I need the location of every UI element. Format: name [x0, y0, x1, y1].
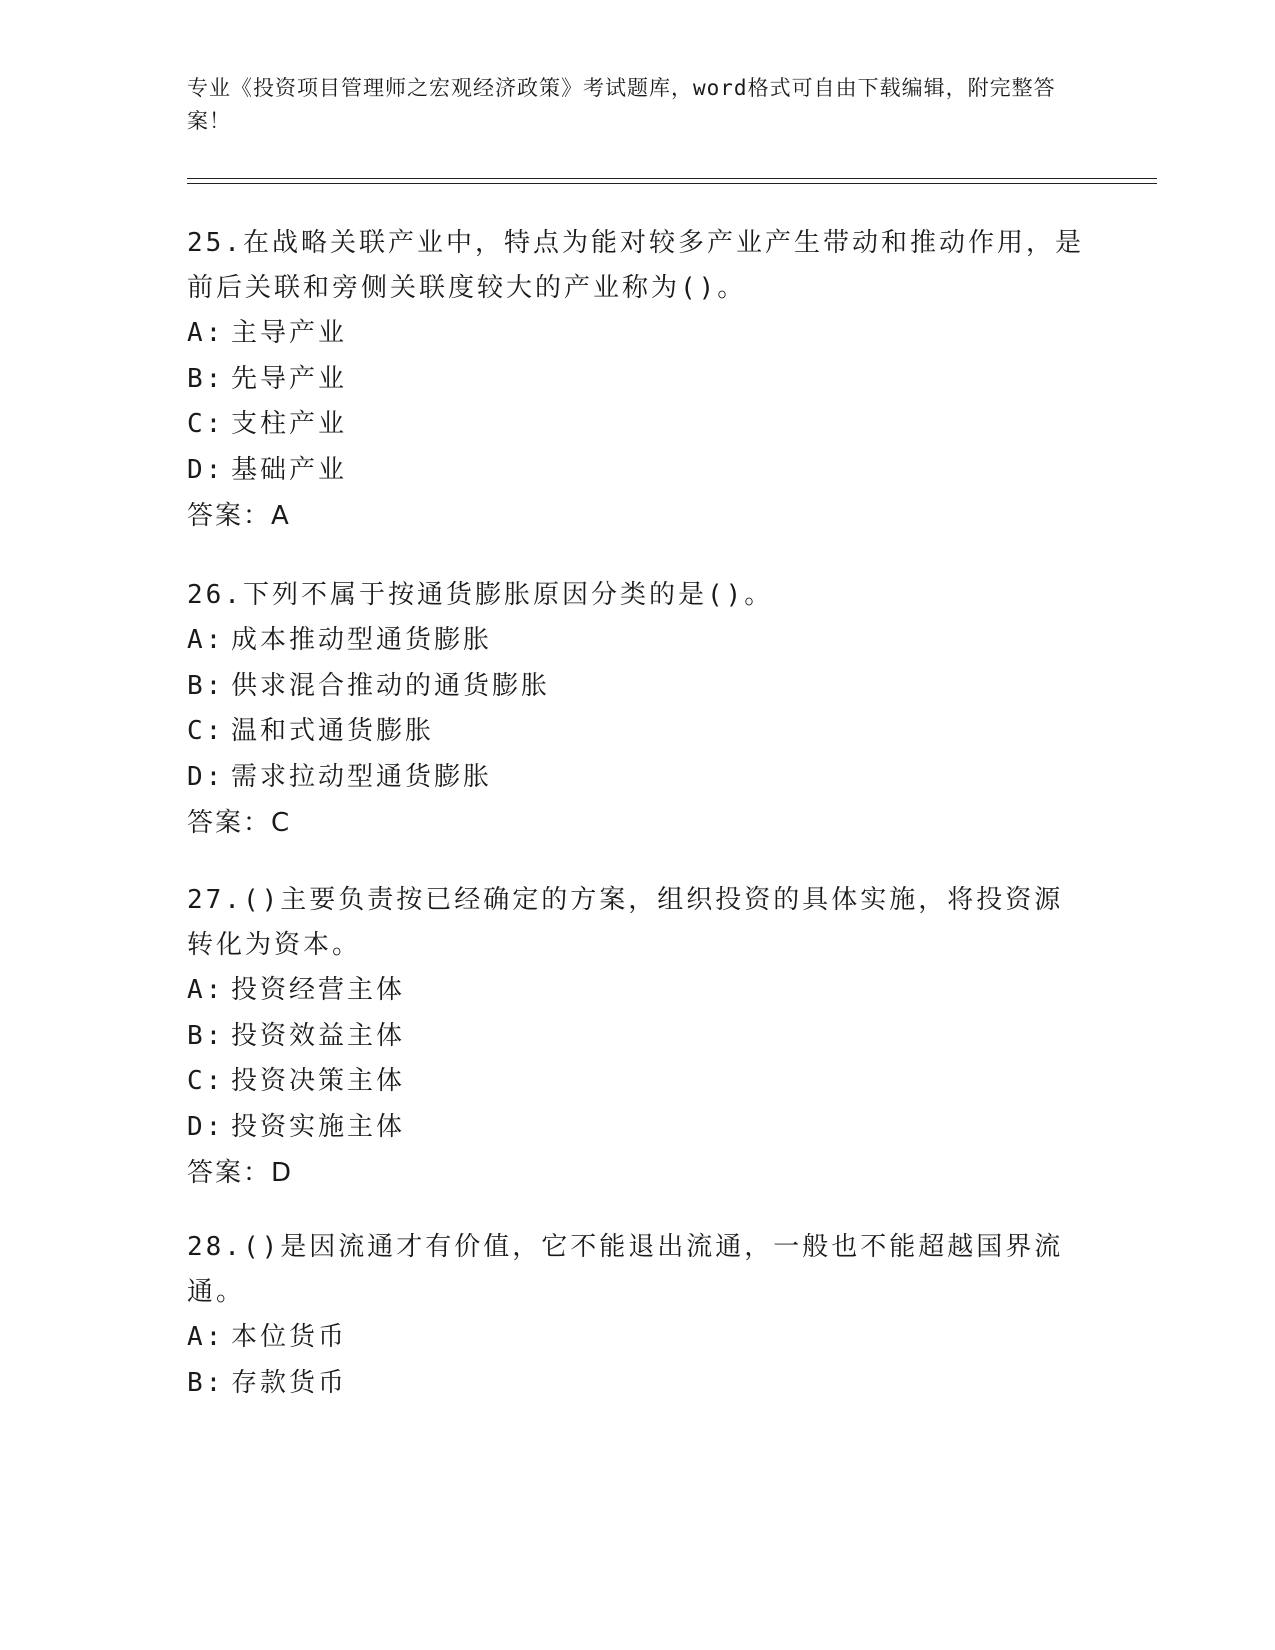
option-text: 本位货币 — [231, 1322, 348, 1352]
option-letter: D: — [187, 761, 225, 792]
question-stem: 25.在战略关联产业中，特点为能对较多产业产生带动和推动作用，是前后关联和旁侧关联度较大的产业称为()。 — [187, 228, 1084, 303]
header-divider-bottom — [187, 183, 1157, 184]
option-text: 支柱产业 — [231, 409, 348, 439]
question-28 — [187, 1225, 1087, 1406]
option-text: 存款货币 — [231, 1367, 348, 1398]
option-text: 温和式通货膨胀 — [231, 716, 435, 746]
option-b — [187, 357, 1087, 403]
option-letter: B: — [187, 1020, 225, 1051]
question-stem: 26.下列不属于按通货膨胀原因分类的是()。 — [187, 580, 774, 610]
option-letter: C: — [187, 716, 225, 746]
option-a — [187, 311, 1087, 357]
option-a — [187, 968, 1087, 1014]
option-text: 投资效益主体 — [231, 1020, 406, 1051]
option-letter: A: — [187, 318, 225, 348]
option-text: 投资经营主体 — [231, 975, 406, 1005]
question-stem: 28.()是因流通才有价值，它不能退出流通，一般也不能超越国界流通。 — [187, 1232, 1064, 1307]
option-d — [187, 755, 1087, 801]
option-d — [187, 448, 1087, 494]
question-27 — [187, 878, 1087, 1196]
option-text: 需求拉动型通货膨胀 — [231, 761, 493, 792]
option-b — [187, 1014, 1087, 1060]
option-letter: A: — [187, 1322, 225, 1352]
option-letter: B: — [187, 670, 225, 701]
answer: 答案：A — [187, 501, 291, 531]
option-text: 先导产业 — [231, 363, 348, 394]
option-a — [187, 618, 1087, 664]
question-stem: 27.()主要负责按已经确定的方案，组织投资的具体实施，将投资源转化为资本。 — [187, 885, 1064, 960]
option-b — [187, 1361, 1087, 1407]
option-letter: C: — [187, 409, 225, 439]
option-c — [187, 402, 1087, 448]
option-text: 基础产业 — [231, 454, 348, 485]
option-text: 投资决策主体 — [231, 1066, 406, 1096]
option-text: 供求混合推动的通货膨胀 — [231, 670, 551, 701]
option-text: 投资实施主体 — [231, 1111, 406, 1142]
option-letter: D: — [187, 454, 225, 485]
option-text: 主导产业 — [231, 318, 348, 348]
option-d — [187, 1105, 1087, 1151]
question-26 — [187, 573, 1087, 846]
answer: 答案：D — [187, 1158, 294, 1188]
option-letter: B: — [187, 363, 225, 394]
header-divider-top — [187, 178, 1157, 179]
option-letter: D: — [187, 1111, 225, 1142]
option-c — [187, 709, 1087, 755]
option-c — [187, 1059, 1087, 1105]
answer: 答案：C — [187, 808, 292, 838]
document-header: 专业《投资项目管理师之宏观经济政策》考试题库，word格式可自由下载编辑，附完整答案！ — [187, 76, 1056, 133]
option-letter: C: — [187, 1066, 225, 1096]
option-a — [187, 1315, 1087, 1361]
option-text: 成本推动型通货膨胀 — [231, 625, 493, 655]
option-letter: A: — [187, 975, 225, 1005]
option-letter: A: — [187, 625, 225, 655]
option-b — [187, 664, 1087, 710]
question-25 — [187, 221, 1087, 539]
option-letter: B: — [187, 1367, 225, 1398]
